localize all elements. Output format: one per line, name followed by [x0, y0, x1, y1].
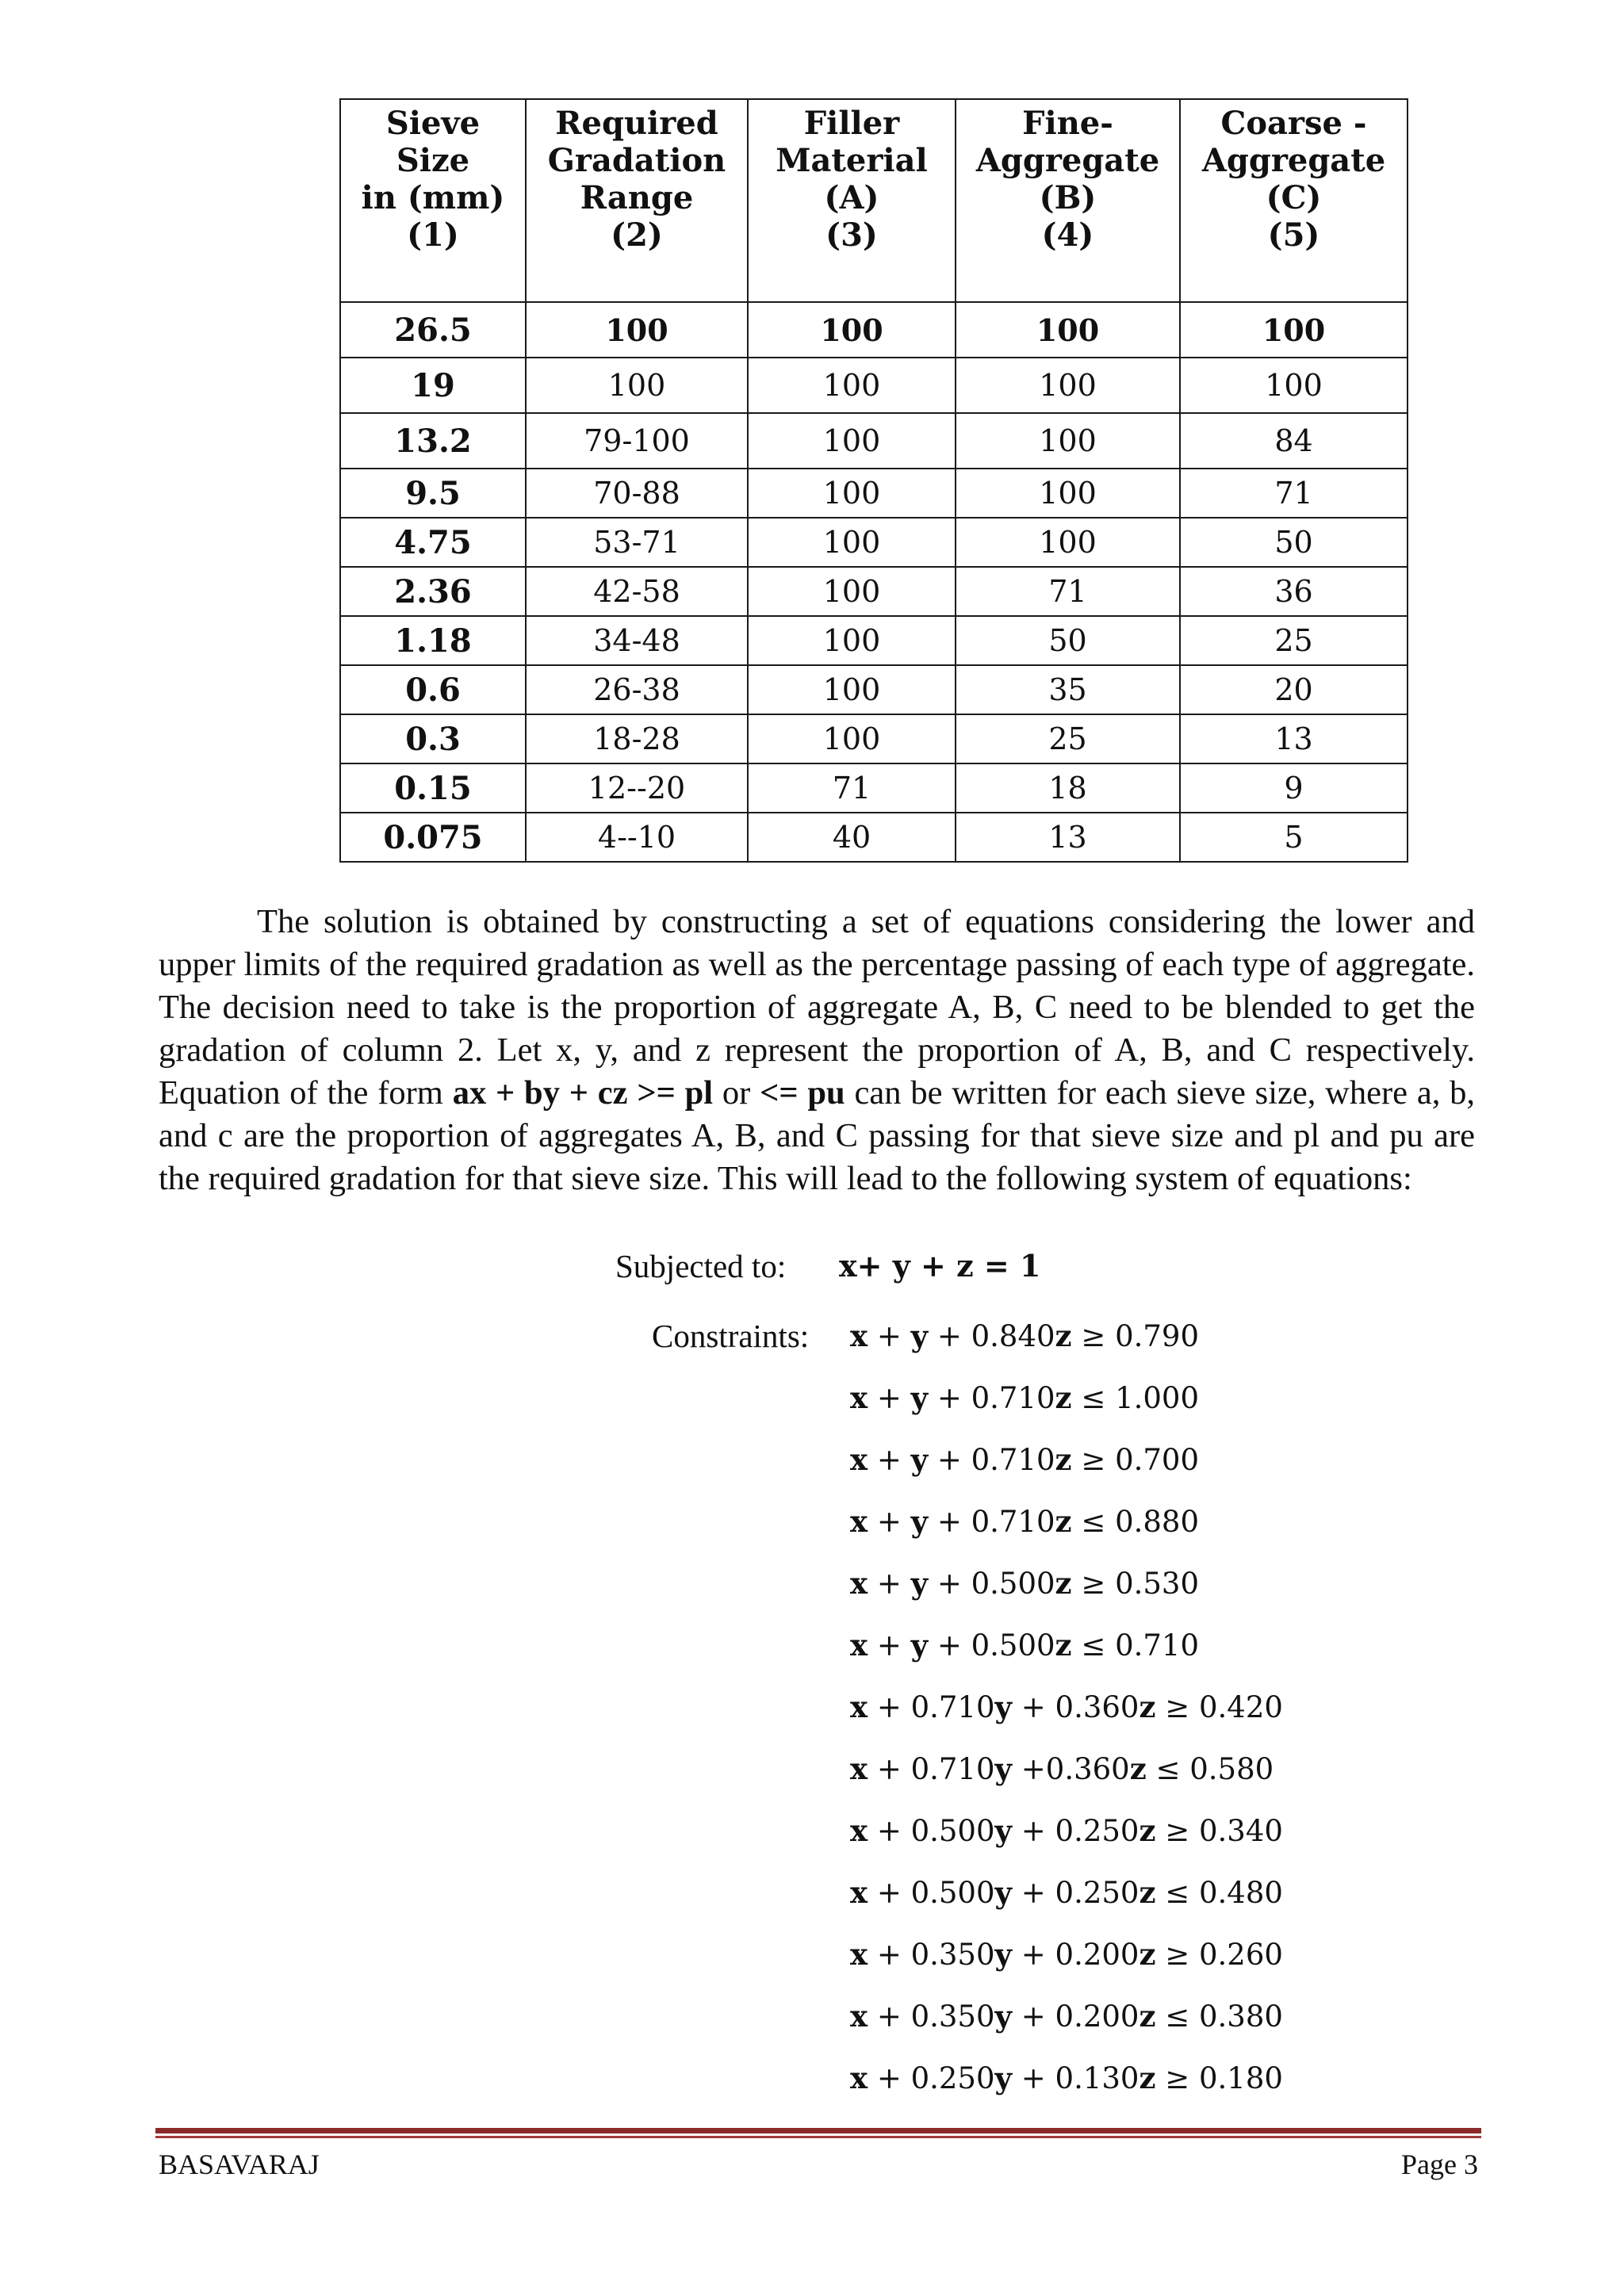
var-y: y — [910, 1380, 929, 1415]
coef: + 0.710 — [868, 1690, 995, 1724]
header-coarse-aggregate — [1180, 99, 1408, 302]
header-line: Required — [555, 105, 718, 142]
filler-cell: 100 — [748, 302, 956, 358]
var-y: y — [994, 1875, 1013, 1910]
fine-aggregate-cell: 100 — [956, 469, 1180, 518]
paragraph-formula-upper: <= pu — [760, 1074, 845, 1112]
var-y: y — [910, 1628, 929, 1663]
coarse-aggregate-cell: 84 — [1180, 413, 1408, 469]
coef: + 0.360 — [1012, 1690, 1139, 1724]
sieve-size-cell: 9.5 — [340, 469, 526, 518]
coarse-aggregate-cell: 36 — [1180, 567, 1408, 616]
rhs: ≥ 0.340 — [1155, 1814, 1283, 1848]
coarse-aggregate-cell: 13 — [1180, 714, 1408, 763]
var-z: z — [1139, 2061, 1156, 2095]
var-z: z — [1129, 1751, 1147, 1786]
coef: + 0.130 — [1012, 2061, 1139, 2095]
rhs: ≥ 0.700 — [1071, 1443, 1200, 1477]
var-y: y — [994, 1937, 1013, 1972]
sieve-size-cell: 0.15 — [340, 763, 526, 813]
table-row — [340, 413, 1408, 469]
table-row — [340, 616, 1408, 665]
page-number: Page 3 — [1401, 2149, 1478, 2180]
header-sieve-size — [340, 99, 526, 302]
gradation-range-cell: 12--20 — [526, 763, 748, 813]
gradation-range-cell: 79-100 — [526, 413, 748, 469]
rhs: ≤ 0.710 — [1071, 1628, 1200, 1663]
var-x: x — [850, 1380, 868, 1415]
rhs: ≥ 0.180 — [1155, 2061, 1283, 2095]
coef: + 0.840 — [928, 1319, 1055, 1353]
fine-aggregate-cell: 18 — [956, 763, 1180, 813]
constraint-equation — [850, 1996, 1283, 2037]
header-line: Coarse - — [1220, 105, 1367, 142]
var-y: y — [910, 1442, 929, 1477]
filler-cell: 100 — [748, 616, 956, 665]
var-x: x — [850, 1875, 868, 1910]
filler-cell: 100 — [748, 358, 956, 413]
var-x: x — [850, 1937, 868, 1972]
gradation-range-cell: 18-28 — [526, 714, 748, 763]
var-z: z — [1055, 1380, 1072, 1415]
var-z: z — [1139, 1937, 1156, 1972]
sieve-size-cell: 4.75 — [340, 518, 526, 567]
fine-aggregate-cell: 100 — [956, 358, 1180, 413]
filler-cell: 100 — [748, 665, 956, 714]
table-row — [340, 665, 1408, 714]
paragraph-text: or — [713, 1074, 760, 1112]
filler-cell: 100 — [748, 413, 956, 469]
filler-cell: 100 — [748, 714, 956, 763]
var-z: z — [1139, 1999, 1156, 2034]
paragraph-text: The solution is obtained by constructing a set of equations considering the lower and upper limits of the required gradation as well as the percentage passing of each type of aggregate. The decision need to take is the proportion of aggregate A, B, C need to be blended to get the gradation of column 2. Let x, y, and z represent the proportion of A, B, and C respectively. Equation of the form — [159, 903, 1475, 1112]
var-x: x — [850, 1504, 868, 1539]
var-x: x — [850, 1751, 868, 1786]
header-filler-material — [748, 99, 956, 302]
constraint-equation — [850, 1502, 1199, 1542]
filler-cell: 100 — [748, 518, 956, 567]
fine-aggregate-cell: 100 — [956, 302, 1180, 358]
constraint-equation — [850, 1811, 1283, 1851]
table-row — [340, 302, 1408, 358]
subject-equation: x+ y + z = 1 — [839, 1248, 1041, 1284]
sieve-size-cell: 26.5 — [340, 302, 526, 358]
table-header-row — [340, 99, 1408, 302]
gradation-range-cell: 100 — [526, 302, 748, 358]
coef: + 0.350 — [868, 1999, 995, 2034]
var-y: y — [910, 1318, 929, 1353]
coef: + 0.350 — [868, 1938, 995, 1972]
sieve-size-cell: 2.36 — [340, 567, 526, 616]
header-line: Gradation — [547, 142, 726, 179]
var-y: y — [994, 1689, 1013, 1724]
coef: + 0.500 — [868, 1876, 995, 1910]
header-fine-aggregate — [956, 99, 1180, 302]
var-x: x — [850, 1999, 868, 2034]
gradation-range-cell: 100 — [526, 358, 748, 413]
header-line: Filler — [803, 105, 900, 142]
header-line: (B) — [1039, 179, 1097, 216]
var-y: y — [910, 1566, 929, 1601]
sieve-size-cell: 1.18 — [340, 616, 526, 665]
filler-cell: 71 — [748, 763, 956, 813]
table-row — [340, 714, 1408, 763]
coef: + 0.710 — [928, 1381, 1055, 1415]
table-row — [340, 567, 1408, 616]
var-x: x — [850, 1566, 868, 1601]
sieve-size-cell: 19 — [340, 358, 526, 413]
subject-to-label: Subjected to: — [615, 1248, 787, 1284]
var-z: z — [1055, 1442, 1072, 1477]
coef: + 0.200 — [1012, 1999, 1139, 2034]
rhs: ≥ 0.420 — [1155, 1690, 1283, 1724]
rhs: ≥ 0.260 — [1155, 1938, 1283, 1972]
fine-aggregate-cell: 13 — [956, 813, 1180, 862]
header-line: (5) — [1267, 216, 1320, 254]
filler-cell: 100 — [748, 567, 956, 616]
constraint-equation — [850, 1873, 1283, 1913]
coarse-aggregate-cell: 71 — [1180, 469, 1408, 518]
gradation-range-cell: 26-38 — [526, 665, 748, 714]
coef: + 0.250 — [1012, 1876, 1139, 1910]
var-z: z — [1055, 1628, 1072, 1663]
explanation-paragraph — [159, 901, 1475, 1200]
table-row — [340, 763, 1408, 813]
filler-cell: 100 — [748, 469, 956, 518]
var-z: z — [1055, 1318, 1072, 1353]
var-x: x — [850, 1628, 868, 1663]
coef: + 0.710 — [868, 1752, 995, 1786]
coarse-aggregate-cell: 5 — [1180, 813, 1408, 862]
gradation-range-cell: 42-58 — [526, 567, 748, 616]
fine-aggregate-cell: 100 — [956, 518, 1180, 567]
paragraph-text: can be written for each sieve size, where a, b, and c are the proportion of aggregates A, B, and C passing for that sieve size and pl and pu are the required gradation for that sieve size. This will lead to the following system of equations: — [159, 1074, 1476, 1197]
header-line: Material — [776, 142, 928, 179]
var-y: y — [994, 2061, 1013, 2095]
var-x: x — [850, 1689, 868, 1724]
var-y: y — [994, 1813, 1013, 1848]
coef: + — [868, 1505, 911, 1539]
rhs: ≥ 0.530 — [1071, 1567, 1200, 1601]
rhs: ≤ 0.380 — [1155, 1999, 1283, 2034]
sieve-size-cell: 0.3 — [340, 714, 526, 763]
sieve-size-cell: 0.075 — [340, 813, 526, 862]
constraint-equation — [850, 1378, 1199, 1418]
coarse-aggregate-cell: 9 — [1180, 763, 1408, 813]
header-line: Aggregate — [975, 142, 1160, 179]
fine-aggregate-cell: 71 — [956, 567, 1180, 616]
header-line: Range — [580, 179, 694, 216]
rhs: ≥ 0.790 — [1071, 1319, 1200, 1353]
coarse-aggregate-cell: 100 — [1180, 358, 1408, 413]
rhs: ≤ 1.000 — [1071, 1381, 1200, 1415]
footer-author: BASAVARAJ — [159, 2149, 320, 2180]
var-x: x — [850, 1442, 868, 1477]
var-z: z — [1055, 1504, 1072, 1539]
footer-divider-thin — [155, 2136, 1481, 2138]
header-line: (3) — [825, 216, 878, 254]
header-line: (C) — [1266, 179, 1322, 216]
coef: +0.360 — [1012, 1752, 1130, 1786]
fine-aggregate-cell: 25 — [956, 714, 1180, 763]
table-row — [340, 358, 1408, 413]
constraint-equation — [850, 1749, 1274, 1789]
coef: + — [868, 1628, 911, 1663]
table-row — [340, 518, 1408, 567]
rhs: ≤ 0.480 — [1155, 1876, 1283, 1910]
rhs: ≤ 0.580 — [1146, 1752, 1274, 1786]
rhs: ≤ 0.880 — [1071, 1505, 1200, 1539]
gradation-range-cell: 70-88 — [526, 469, 748, 518]
constraints-label: Constraints: — [652, 1318, 810, 1354]
header-line: Sieve — [385, 105, 481, 142]
coarse-aggregate-cell: 100 — [1180, 302, 1408, 358]
header-line: in (mm) — [361, 179, 505, 216]
coef: + — [868, 1443, 911, 1477]
coef: + — [868, 1567, 911, 1601]
header-line: (A) — [824, 179, 879, 216]
coef: + 0.200 — [1012, 1938, 1139, 1972]
coarse-aggregate-cell: 20 — [1180, 665, 1408, 714]
header-line: (1) — [407, 216, 459, 254]
coef: + 0.250 — [868, 2061, 995, 2095]
fine-aggregate-cell: 35 — [956, 665, 1180, 714]
gradation-range-cell: 53-71 — [526, 518, 748, 567]
constraint-equation — [850, 1563, 1199, 1604]
gradation-range-cell: 34-48 — [526, 616, 748, 665]
header-required-gradation — [526, 99, 748, 302]
var-z: z — [1139, 1875, 1156, 1910]
var-x: x — [850, 2061, 868, 2095]
constraint-equation — [850, 1934, 1283, 1975]
coarse-aggregate-cell: 50 — [1180, 518, 1408, 567]
var-y: y — [910, 1504, 929, 1539]
table-row — [340, 813, 1408, 862]
gradation-table — [339, 98, 1408, 863]
header-line: Aggregate — [1201, 142, 1386, 179]
var-x: x — [850, 1318, 868, 1353]
constraint-equation — [850, 1316, 1199, 1357]
coef: + — [868, 1381, 911, 1415]
header-line: Size — [396, 142, 470, 179]
coef: + 0.500 — [868, 1814, 995, 1848]
coef: + 0.500 — [928, 1567, 1055, 1601]
var-z: z — [1139, 1813, 1156, 1848]
coef: + 0.500 — [928, 1628, 1055, 1663]
coef: + — [868, 1319, 911, 1353]
sieve-size-cell: 13.2 — [340, 413, 526, 469]
constraint-equation — [850, 1687, 1283, 1728]
fine-aggregate-cell: 100 — [956, 413, 1180, 469]
sieve-size-cell: 0.6 — [340, 665, 526, 714]
paragraph-formula-lower: ax + by + cz >= pl — [452, 1074, 714, 1112]
coef: + 0.710 — [928, 1505, 1055, 1539]
table-row — [340, 469, 1408, 518]
gradation-range-cell: 4--10 — [526, 813, 748, 862]
coarse-aggregate-cell: 25 — [1180, 616, 1408, 665]
coef: + 0.250 — [1012, 1814, 1139, 1848]
fine-aggregate-cell: 50 — [956, 616, 1180, 665]
var-y: y — [994, 1999, 1013, 2034]
header-line: (4) — [1041, 216, 1094, 254]
var-x: x — [850, 1813, 868, 1848]
var-y: y — [994, 1751, 1013, 1786]
header-line: (2) — [611, 216, 663, 254]
header-line: Fine- — [1022, 105, 1113, 142]
filler-cell: 40 — [748, 813, 956, 862]
var-z: z — [1139, 1689, 1156, 1724]
var-z: z — [1055, 1566, 1072, 1601]
coef: + 0.710 — [928, 1443, 1055, 1477]
constraint-equation — [850, 1440, 1199, 1480]
constraint-equation — [850, 2058, 1283, 2099]
constraint-equation — [850, 1625, 1199, 1666]
footer-divider — [155, 2128, 1481, 2133]
